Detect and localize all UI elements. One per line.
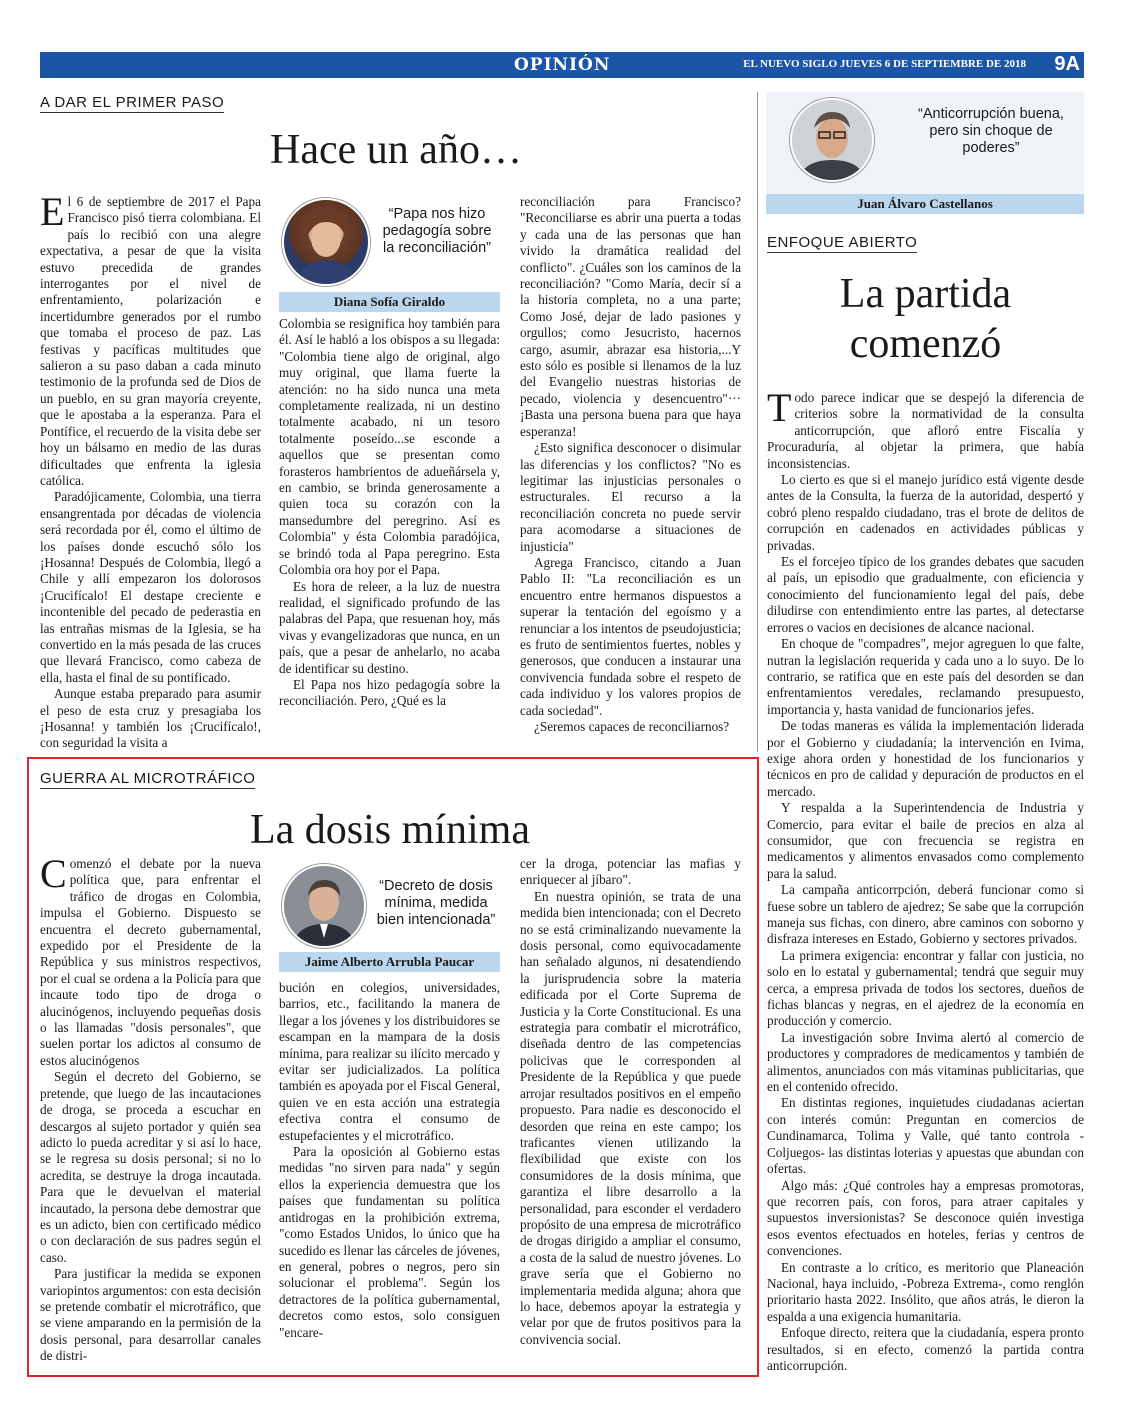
person-icon bbox=[284, 200, 368, 284]
pull-quote-text: “Anticorrupción buena, pero sin choque de poderes” bbox=[918, 106, 1064, 156]
paragraph: Paradójicamente, Colombia, una tierra ensangrentada por décadas de violencia será recordada por él, como el último de los países donde escuchó sólo los ¡Hosanna! Después de Colombia, llegó a Chile y allí empezaron los dolorosos ¡Crucifícalo! El destape creciente e incontenible del pecado de pederastia en las entrañas mismas de la Iglesia, se ha convertido en la más pesada de las cruces que llevará Francisco, como cabeza de ella, hasta el final de su pontificado. bbox=[40, 489, 261, 685]
author-photo-diana bbox=[282, 198, 370, 286]
author-name: Juan Álvaro Castellanos bbox=[766, 194, 1084, 214]
paragraph: cer la droga, potenciar las mafias y enriquecer al jíbaro". bbox=[520, 856, 741, 888]
article1-headline: Hace un año… bbox=[270, 127, 522, 173]
article1-pullquote-box bbox=[279, 194, 500, 312]
page-header bbox=[40, 52, 1084, 78]
author-name: Diana Sofía Giraldo bbox=[279, 292, 500, 312]
article1-kicker: A DAR EL PRIMER PASO bbox=[40, 94, 225, 111]
column-divider bbox=[757, 92, 758, 752]
article2-pullquote-box bbox=[279, 860, 500, 972]
article3-kicker: ENFOQUE ABIERTO bbox=[767, 234, 918, 251]
paragraph: l 6 de septiembre de 2017 el Papa Francisco pisó tierra colombiana. El país lo recibió con una alegre expectativa, a pesar de que la visita estuvo precedida de grandes interrogantes por el nivel de enfrentamiento, polarización e incertidumbre generados por el rumbo que tomaba el proceso de paz. Las festivas y pacíficas multitudes que salieron a su paso daban a cada minuto testimonio de la profunda sed de Dios de un pueblo, en su gran mayoría creyente, que le apostaba a la esperanza. Para el Pontífice, el recuerdo de la visita debe ser hoy un bálsamo en medio de las duras dificultades que enfrenta la iglesia católica. bbox=[40, 194, 261, 488]
article1-col3 bbox=[520, 194, 741, 735]
paragraph: La campaña anticorrpción, deberá funcionar como si fuese sobre un tablero de ajedrez; Se sabe que la corrupción maneja sus fichas, con dinero, abre caminos con soborno y disfraza intereses en Estado, Gobierno y sectores privados. bbox=[767, 882, 1084, 947]
article2-kicker: GUERRA AL MICROTRÁFICO bbox=[40, 770, 256, 787]
paragraph: Para la oposición al Gobierno estas medidas "no sirven para nada" y según ellos la experiencia demuestra que los países que fundamentan su política antidrogas en la prohibición extrema, "como Estados Unidos, lo único que ha sucedido es llenar las cárceles de jóvenes, en general, pobres o negros, pero sin solucionar el problema". Según los detractores de la política gubernamental, decretos como estos, solo consiguen "encare- bbox=[279, 1144, 500, 1340]
paragraph: De todas maneras es válida la implementación liderada por el Gobierno y ciudadanía; la intervención en Ivima, exige ahora orden y honestidad de los funcionarios y técnicos en pro de calidad y depuración de productos en el mercado. bbox=[767, 718, 1084, 799]
paragraph: Según el decreto del Gobierno, se pretende, que luego de las incautaciones de droga, se proceda a escuchar en descargos al sujeto portador y quién sea adicto lo pueda acreditar y si así lo hace, se le regresa su dosis personal; si no lo acredita, se destruye la droga incautada. Para que le devuelvan el material incautado, la persona debe demostrar que es un adicto, bien con certificado médico o con declaración de sus padres según el caso. bbox=[40, 1069, 261, 1265]
paragraph: Y respalda a la Superintendencia de Industria y Comercio, para evitar el baile de precios en alza al consumidor, que con frecuencia se registra en medicamentos y alimentos envasados como complemento para la salud. bbox=[767, 800, 1084, 881]
author-name: Jaime Alberto Arrubla Paucar bbox=[279, 952, 500, 972]
paragraph: Lo cierto es que si el manejo jurídico está vigente desde antes de la Consulta, la fuerza de la autoridad, despertó y cobró pleno respaldo ciudadano, tras el brote de delitos de corrupción en cadenados en actividades públicas y privadas. bbox=[767, 472, 1084, 553]
paragraph: En choque de "compadres", mejor agreguen lo que falte, nutran la legislación requerida y cada uno a lo suyo. De lo contrario, se ratifica que en este país del desorden se dan enfrentamientos veredales, reclamando presupuesto, importancia y, hasta vanidad de funcionarios jefes. bbox=[767, 636, 1084, 717]
article2-headline: La dosis mínima bbox=[250, 807, 530, 853]
article3-pullquote-box bbox=[766, 92, 1084, 214]
paragraph: En nuestra opinión, se trata de una medida bien intencionada; con el Decreto no se está criminalizando nuevamente la dosis personal, como equivocadamente han señalado algunos, ni desatendiendo la jurisprudencia sobre la materia edificada por el Corte Suprema de Justicia y la Corte Constitucional. Es una estrategia para combatir el microtráfico, diseñada dentro de las competencias policivas que le corresponden al Presidente de la República y que puede arrojar resultados positivos en el empeño propuesto. Para nadie es desconocido el desorden que reina en este campo; los traficantes vienen utilizando la flexibilidad que existe con los consumidores de la dosis mínima, que garantiza el libre desarrollo a la personalidad, para esconder el verdadero propósito de una empresa de microtráfico de drogas dirigido a ampliar el consumo, a costa de la salud de nuestro jóvenes. Lo grave sería que el Gobierno no implementaria medida alguna; ahora que lo hace, debemos apoyar la estrategia y velar por que de frutos positivos para la convivencia social. bbox=[520, 888, 741, 1347]
paragraph: reconciliación para Francisco? "Reconciliarse es abrir una puerta a todas y cada una de las personas que han vivido la dramática realidad del conflicto". ¿Cuáles son los caminos de la reconciliación? "Como María, decir sí a la historia completa, no a una parte; Como José, dejar de lado pasiones y orgullos; como Jesucristo, hacernos cargo, asumir, abrazar esa historia,...Y esto sólo es posible si llenamos de la luz del Evangelio nuestras historias de pecado, violencia y desencuentro"··· ¡Basta una persona buena para que haya esperanza! bbox=[520, 194, 741, 439]
article3-headline: La partida comenzó bbox=[839, 271, 1012, 367]
paragraph: Para justificar la medida se exponen variopintos argumentos: con esta decisión se pretende combatir el microtráfico, que se viene amparando en la permisión de la dosis personal, para desarrollar canales de distri- bbox=[40, 1266, 261, 1364]
paragraph: Agrega Francisco, citando a Juan Pablo II: "La reconciliación es un encuentro entre hermanos dispuestos a superar la tentación del egoísmo y a renunciar a los intentos de pseudojusticia; es fruto de sentimientos fuertes, nobles y generosos, que conducen a instaurar una convivencia fundada sobre el respeto de cada individuo y los valores propios de cada sociedad". bbox=[520, 554, 741, 718]
author-photo-juan bbox=[790, 98, 874, 182]
paragraph: Es el forcejeo típico de los grandes debates que sacuden al país, un episodio que gradualmente, con eficiencia y conocimiento del funcionamiento legal del país, debe diludirse con entendimiento entre las partes, al detectarse errores o vacios en decisiones de alcance nacional. bbox=[767, 554, 1084, 635]
person-icon bbox=[284, 866, 364, 946]
paragraph: El Papa nos hizo pedagogía sobre la reconciliación. Pero, ¿Qué es la bbox=[279, 676, 500, 709]
paragraph: Aunque estaba preparado para asumir el peso de esta cruz y presagiaba los ¡Hosanna! y también los ¡Crucifícalo!, con seguridad la visita a bbox=[40, 686, 261, 751]
pull-quote-text: “Papa nos hizo pedagogía sobre la reconciliación” bbox=[382, 206, 492, 256]
section-title: OPINIÓN bbox=[514, 55, 611, 75]
paragraph: Enfoque directo, reitera que la ciudadanía, espera pronto resultados, si en efecto, comenzó la partida contra anticorrupción. bbox=[767, 1325, 1084, 1373]
article2-col1 bbox=[40, 851, 261, 1365]
dropcap: T bbox=[767, 385, 792, 430]
paragraph: omenzó el debate por la nueva política que, para enfrentar el tráfico de drogas en Colombia, impulsa el Gobierno. Dispuesto se encuentra el decreto gubernamental, expedido por el Presidente de la República y sus ministros respectivos, por el cual se ordena a la Policía para que incaute todo tipo de droga o alucinógenos, incluyendo pequeñas dosis o las llamadas "dosis personales", que suelen portar los adictos al consumo de estos alucinógenos bbox=[40, 856, 261, 1068]
paragraph: Algo más: ¿Qué controles hay a empresas promotoras, que recorren país, con foros, para atraer capitales y supuestos inversionistas? Se desconoce quién investiga esos eventos efectuados en hoteles, ferias y centros de convenciones. bbox=[767, 1177, 1084, 1259]
paper-date: EL NUEVO SIGLO JUEVES 6 DE SEPTIEMBRE DE 2018 bbox=[743, 58, 1026, 70]
paragraph: ¿Seremos capaces de reconciliarnos? bbox=[534, 719, 730, 734]
dropcap: C bbox=[40, 851, 67, 896]
paragraph: La investigación sobre Invima alertó al comercio de productores y compradores de medicamentos y también de alimentos, anunciados con más vitaminas publicitarias, que en el contenido ofrecido. bbox=[767, 1029, 1084, 1095]
paragraph: Es hora de releer, a la luz de nuestra realidad, el significado profundo de las palabras del Papa, que resuenan hoy, más vivas y evangelizadoras que nunca, en un país, que a pesar de anhelarlo, no acaba de identificar su destino. bbox=[279, 578, 500, 676]
article1-col1 bbox=[40, 189, 261, 752]
person-icon bbox=[792, 100, 872, 180]
paragraph: odo parece indicar que se despejó la diferencia de criterios sobre la normatividad de la consulta anticorrupción, que afloró entre Fiscalía y Procuraduría, al objetar la primera, que había inconsistencias. bbox=[767, 390, 1084, 471]
dropcap: E bbox=[40, 189, 65, 234]
article2-col3 bbox=[520, 856, 741, 1348]
article3-col bbox=[767, 385, 1084, 1374]
paragraph: ¿Esto significa desconocer o disimular las diferencias y los conflictos? "No es legitimar las injusticias personales o estructurales. El recurso a la reconciliación concreta no puede servir para acomodarse a situaciones de injusticia" bbox=[520, 440, 741, 554]
pull-quote-text: “Decreto de dosis mínima, medida bien intencionada” bbox=[376, 878, 496, 928]
paragraph: En distintas regiones, inquietudes ciudadanas aciertan con interés común: Preguntan en comercios de Cundinamarca, Tolima y Valle, qué tanto controla -Coljuegos- las distintas loterias y apuestas que abundan con ofertas. bbox=[767, 1095, 1084, 1177]
author-photo-jaime bbox=[282, 864, 366, 948]
article1-col2 bbox=[279, 316, 500, 710]
page-number: 9A bbox=[1054, 53, 1080, 75]
article2-col2 bbox=[279, 980, 500, 1341]
paragraph: En contraste a lo crítico, es meritorio que Planeación Nacional, haya incluido, -Pobreza Extrema-, como renglón prioritario hasta 2022. Insólito, que años atrás, le dieron la espalda a una exigencia humanitaria. bbox=[767, 1259, 1084, 1324]
paragraph: Colombia se resignifica hoy también para él. Así le habló a los obispos a su llegada: "Colombia tiene algo de original, algo muy original, que llama fuerte la atención: no ha sido nunca una meta completamente realizada, ni un destino totalmente acabado, ni un tesoro totalmente poseído...se esconde a aquellos que se presentan como forasteros hambrientos de adueñársela y, en cambio, se brinda generosamente a quien toca su corazón con la mansedumbre del peregrino. Así es Colombia" y ésta Colombia paradójica, se brindó toda al Papa peregrino. Esta Colombia ora hoy por el Papa. bbox=[279, 316, 500, 578]
paragraph: La primera exigencia: encontrar y fallar con justicia, no solo en lo estatal y gubernamental; tendrá que seguir muy cerca, a empresa privada de todos los sectores, dueños de fichas blancas y negras, en el ajedrez de la economía en producción y comercio. bbox=[767, 947, 1084, 1029]
paragraph: bución en colegios, universidades, barrios, etc., facilitando la manera de llegar a los jóvenes y los distribuidores se escampan en la mampara de la dosis mínima, para realizar su ilícito mercado y evitar ser judicializados. La política también es apoyada por el Fiscal General, quien ve en esta acción una estrategia efectiva contra el consumo de estupefacientes y el microtráfico. bbox=[279, 980, 500, 1143]
